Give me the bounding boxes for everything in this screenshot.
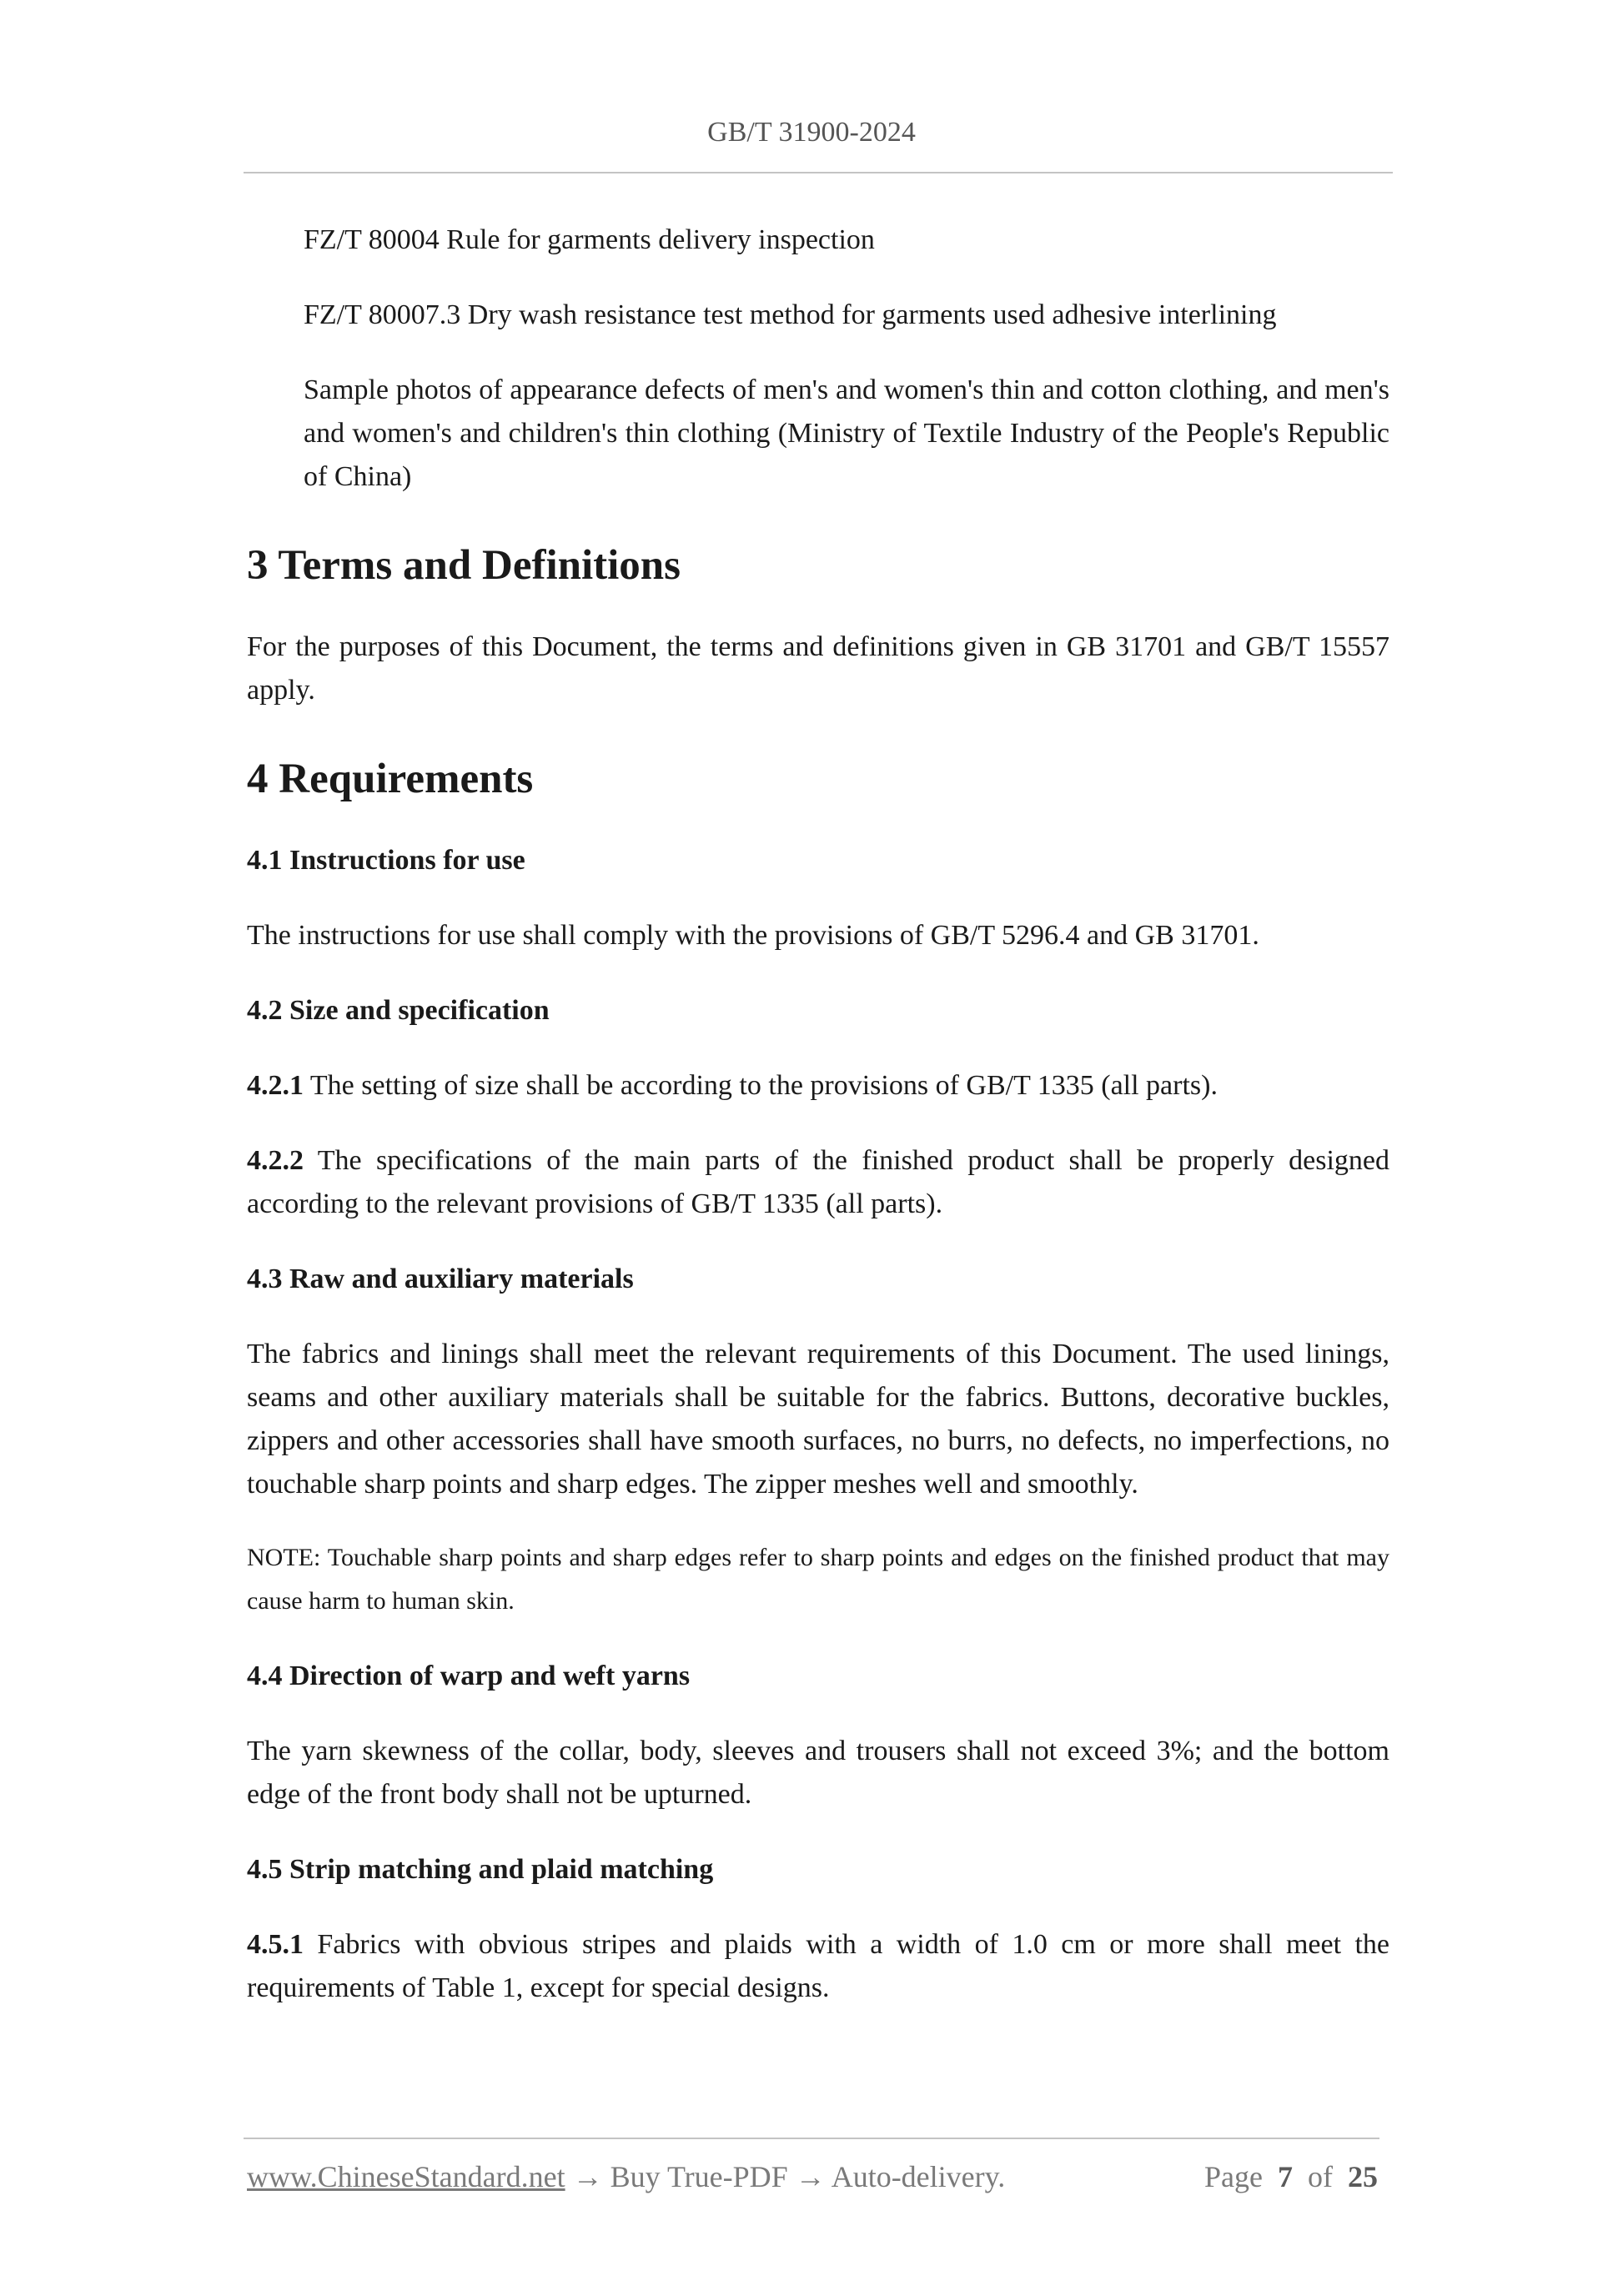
subsection-4-3-heading: 4.3 Raw and auxiliary materials <box>247 1264 634 1294</box>
reference-item: FZ/T 80004 Rule for garments delivery inspection <box>304 224 875 255</box>
clause-text: The specifications of the main parts of the finished product shall be properly designed according to the relevant provisions of GB/T 1335 (all parts). <box>247 1145 1389 1219</box>
footer-promo-text: → Buy True-PDF → Auto-delivery. <box>565 2160 1006 2193</box>
section-4-heading: 4 Requirements <box>247 756 534 802</box>
clause-4-5-1 <box>247 1923 1389 2010</box>
header-divider <box>244 172 1393 173</box>
page-content <box>247 219 1389 2010</box>
note-text: NOTE: Touchable sharp points and sharp edges refer to sharp points and edges on the finished product that may cause harm to human skin. <box>247 1544 1389 1615</box>
clause-4-2-2 <box>247 1139 1389 1226</box>
footer-divider <box>244 2138 1379 2139</box>
subsection-4-2-heading: 4.2 Size and specification <box>247 995 550 1026</box>
clause-text: Fabrics with obvious stripes and plaids with a width of 1.0 cm or more shall meet the requirements of Table 1, except for special designs. <box>247 1929 1389 2003</box>
reference-item: Sample photos of appearance defects of men's and women's thin and cotton clothing, and men's and women's and children's thin clothing (Ministry of Textile Industry of the People's Republic of China) <box>304 374 1389 492</box>
subsection-4-5-heading: 4.5 Strip matching and plaid matching <box>247 1854 714 1885</box>
website-link[interactable]: www.ChineseStandard.net <box>247 2160 565 2193</box>
subsection-4-4-body: The yarn skewness of the collar, body, sleeves and trousers shall not exceed 3%; and the bottom edge of the front body shall not be upturned. <box>247 1736 1389 1810</box>
page-number <box>1204 2158 1378 2195</box>
section-3-heading: 3 Terms and Definitions <box>247 542 681 589</box>
reference-item: FZ/T 80007.3 Dry wash resistance test method for garments used adhesive interlining <box>304 299 1277 330</box>
of-label: of <box>1308 2160 1333 2193</box>
subsection-4-1-heading: 4.1 Instructions for use <box>247 845 525 876</box>
subsection-4-1-body: The instructions for use shall comply with the provisions of GB/T 5296.4 and GB 31701. <box>247 920 1259 951</box>
clause-4-2-1 <box>247 1064 1389 1108</box>
subsection-4-3-body: The fabrics and linings shall meet the relevant requirements of this Document. The used linings, seams and other auxiliary materials shall be suitable for the fabrics. Buttons, decorative buckles, zippers and other accessories shall have smooth surfaces, no burrs, no defects, no imperfections, no touchable sharp points and sharp edges. The zipper meshes well and smoothly. <box>247 1339 1389 1500</box>
subsection-4-4-heading: 4.4 Direction of warp and weft yarns <box>247 1660 691 1691</box>
clause-number: 4.5.1 <box>247 1929 304 1960</box>
page-label: Page <box>1204 2160 1263 2193</box>
clause-number: 4.2.1 <box>247 1070 304 1101</box>
total-pages: 25 <box>1348 2160 1378 2193</box>
clause-text: The setting of size shall be according to the provisions of GB/T 1335 (all parts). <box>304 1070 1218 1101</box>
clause-number: 4.2.2 <box>247 1145 304 1176</box>
footer-promo <box>247 2158 1005 2195</box>
current-page: 7 <box>1278 2160 1293 2193</box>
section-3-body: For the purposes of this Document, the terms and definitions given in GB 31701 and GB/T 15557 apply. <box>247 631 1389 706</box>
document-header-title: GB/T 31900-2024 <box>707 117 916 148</box>
